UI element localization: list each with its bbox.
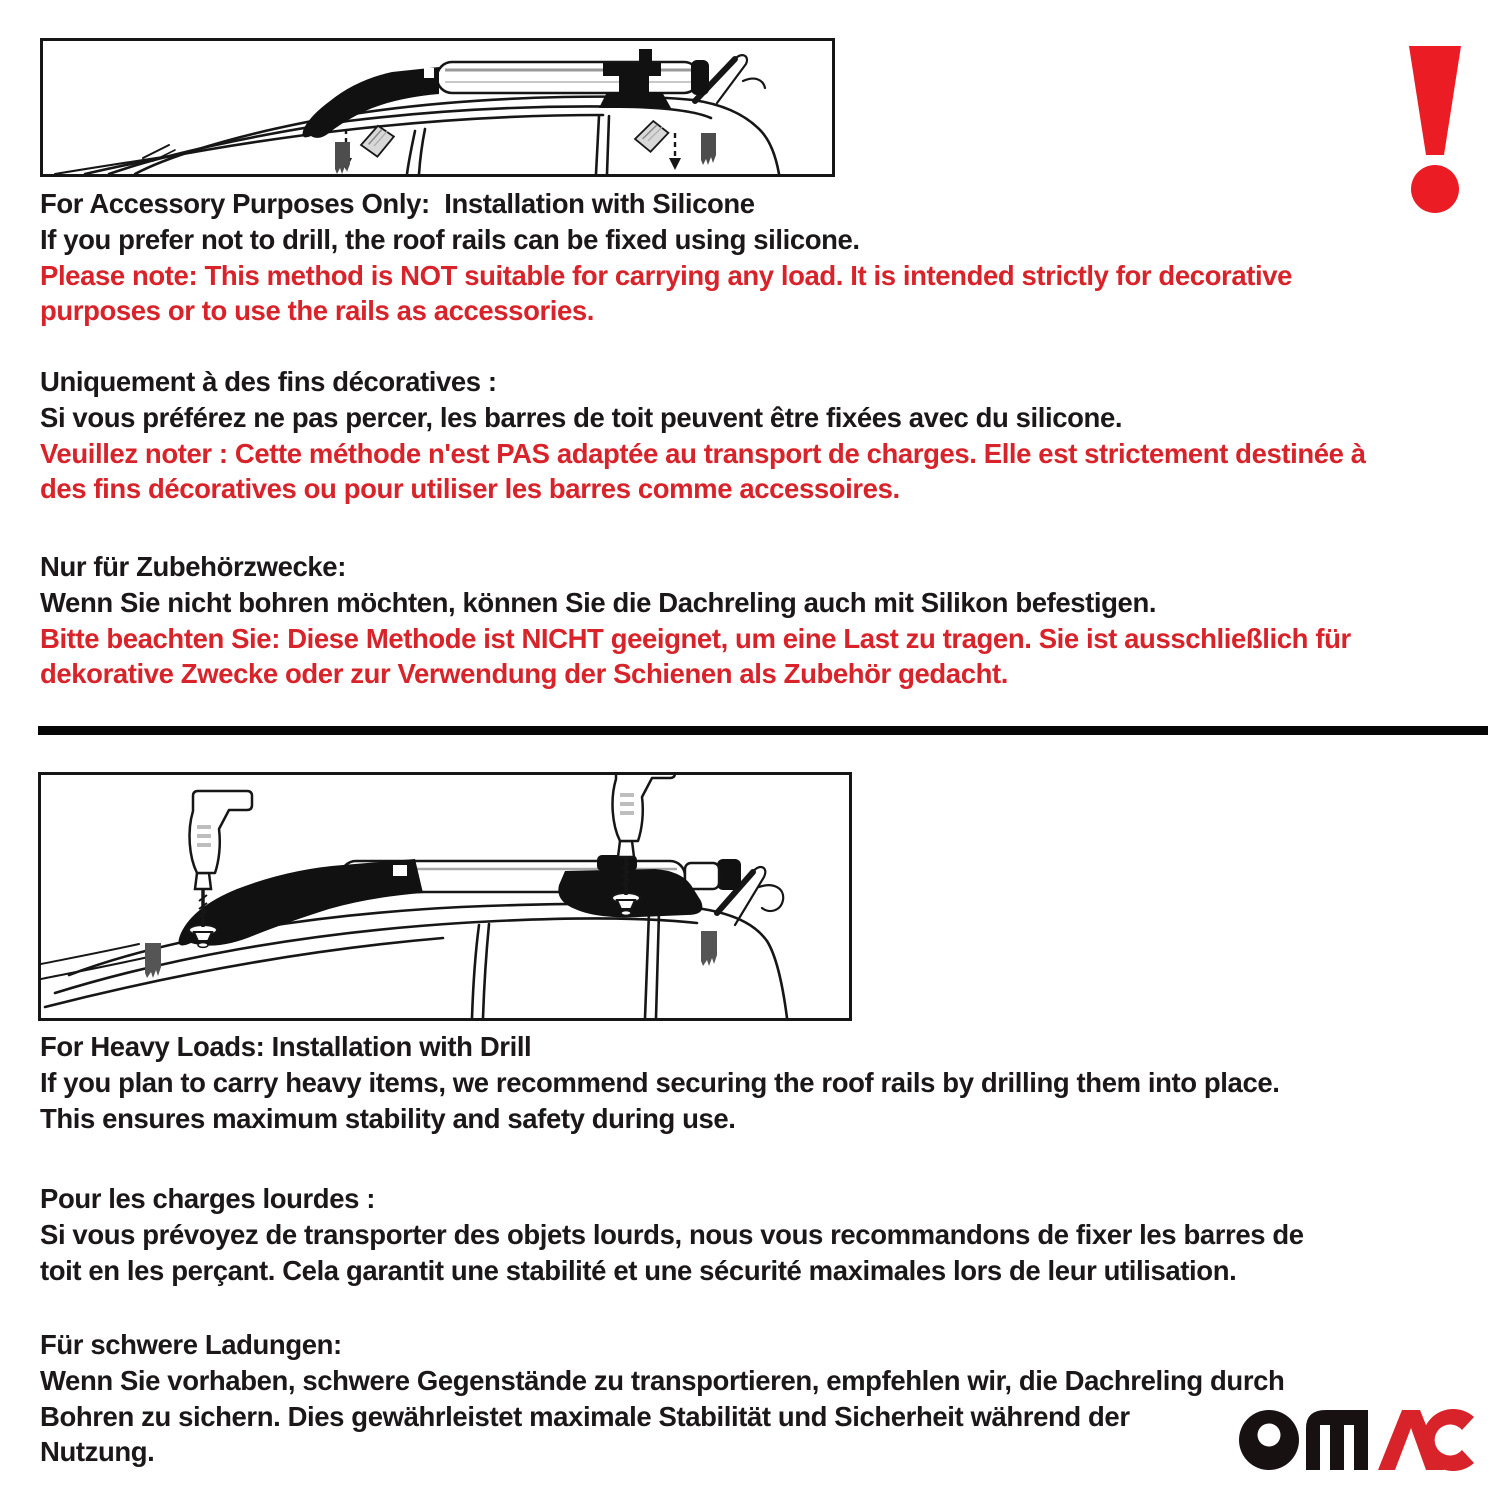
silicone-section-german [40,549,1351,692]
warning-line: Veuillez noter : Cette méthode n'est PAS adaptée au transport de charges. Elle est strictement destinée à [40,437,1366,469]
section-heading: Pour les charges lourdes : [40,1183,375,1214]
warning-line: des fins décoratives ou pour utiliser les barres comme accessoires. [40,473,900,505]
text-line: If you plan to carry heavy items, we recommend securing the roof rails by drilling them into place. [40,1066,1280,1098]
section-divider [38,726,1488,735]
drill-installation-diagram [38,772,852,1021]
rail-end-cap [691,60,709,95]
roof-rail [179,855,741,946]
warning-line: Bitte beachten Sie: Diese Methode ist NICHT geeignet, um eine Last zu tragen. Sie ist ausschließlich für [40,622,1351,654]
text-line: If you prefer not to drill, the roof rails can be fixed using silicone. [40,223,860,255]
drill-section-english [40,1029,1279,1136]
drill-diagram-art [41,775,849,1018]
logo-letter-o [1239,1410,1299,1470]
silicone-diagram-art [43,41,832,174]
rail-end-cap [717,859,741,890]
section-heading: For Heavy Loads: Installation with Drill [40,1031,532,1062]
silicone-section-french [40,364,1366,507]
adhesive-strip-icon [701,931,717,966]
adhesive-strip-icon [335,142,350,174]
silicone-tube-icon [631,117,672,155]
section-heading: Für schwere Ladungen: [40,1329,342,1360]
foot-notch [393,865,407,876]
text-line: Bohren zu sichern. Dies gewährleistet maximale Stabilität und Sicherheit während der [40,1400,1130,1432]
text-line: toit en les perçant. Cela garantit une stabilité et une sécurité maximales lors de leur utilisation. [40,1254,1237,1286]
silicone-installation-diagram [40,38,835,177]
warning-line: purposes or to use the rails as accessories. [40,295,595,327]
drill-section-french [40,1181,1304,1288]
warning-line: dekorative Zwecke oder zur Verwendung der Schienen als Zubehör gedacht. [40,658,1008,690]
section-heading: For Accessory Purposes Only: Installation with Silicone [40,188,755,219]
warning-line: Please note: This method is NOT suitable for carrying any load. It is intended strictly for decorative [40,259,1292,291]
text-line: Wenn Sie vorhaben, schwere Gegenstände zu transportieren, empfehlen wir, die Dachreling durch [40,1364,1285,1396]
dashed-arrow-down-icon [669,133,681,170]
text-line: Si vous prévoyez de transporter des objets lourds, nous vous recommandons de fixer les barres de [40,1218,1304,1250]
silicone-section-english [40,186,1292,329]
omac-logo [1236,1404,1482,1476]
drill-section-german [40,1327,1284,1470]
text-line: This ensures maximum stability and safety during use. [40,1102,736,1134]
foot-notch [424,68,434,78]
adhesive-strip-icon [701,133,716,165]
text-line: Si vous préférez ne pas percer, les barres de toit peuvent être fixées avec du silicone. [40,401,1123,433]
warning-exclamation-icon [1398,46,1472,214]
logo-letter-m [1306,1410,1368,1470]
text-line: Wenn Sie nicht bohren möchten, können Sie die Dachreling auch mit Silikon befestigen. [40,586,1157,618]
adhesive-strip-icon [145,943,161,978]
section-heading: Uniquement à des fins décoratives : [40,366,497,397]
roof-rail [303,49,709,138]
section-heading: Nur für Zubehörzwecke: [40,551,346,582]
text-line: Nutzung. [40,1436,155,1468]
